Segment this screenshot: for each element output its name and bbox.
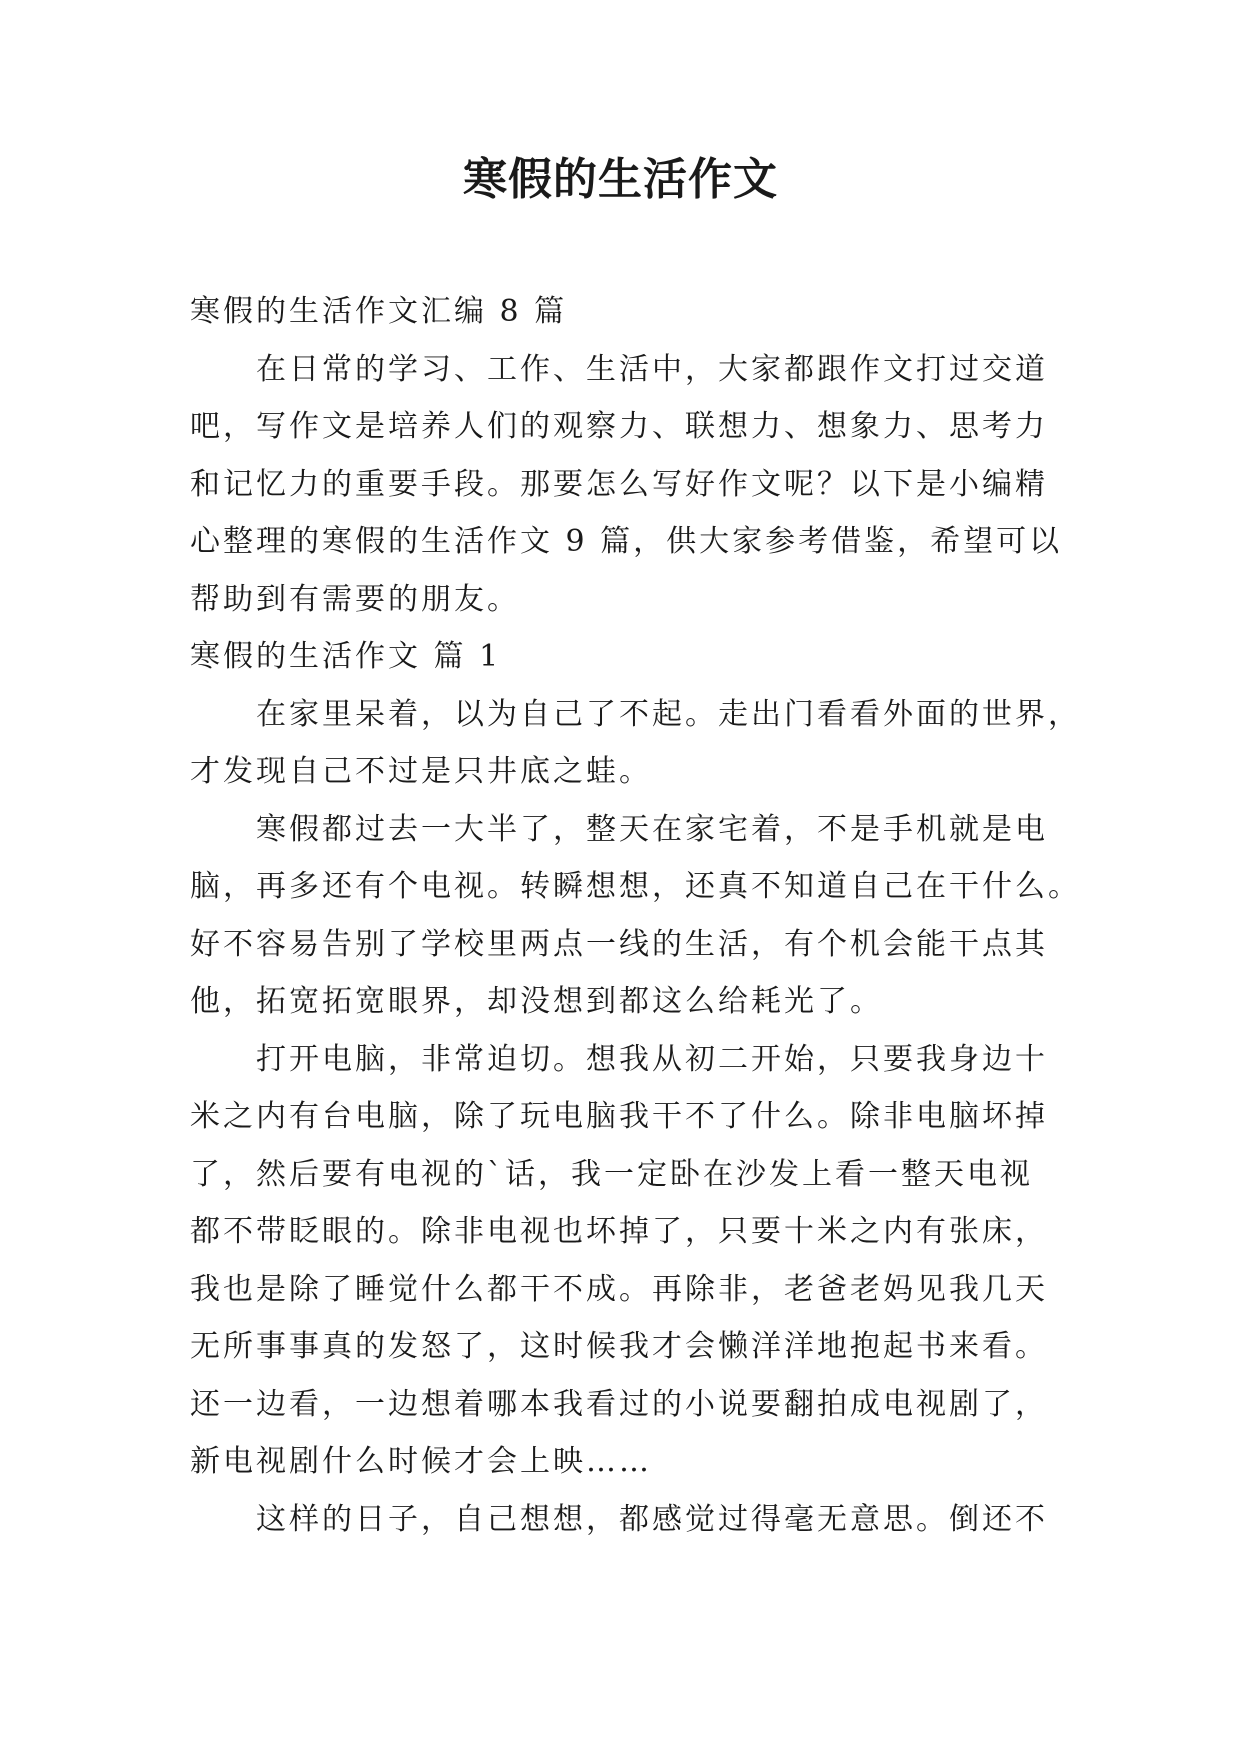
text-line: 都不带眨眼的。除非电视也坏掉了，只要十米之内有张床，: [190, 1214, 1048, 1249]
text-line: 吧，写作文是培养人们的观察力、联想力、想象力、思考力: [190, 409, 1048, 444]
text-line: 心整理的寒假的生活作文 9 篇，供大家参考借鉴，希望可以: [190, 524, 1063, 559]
document-body: [190, 283, 1081, 1548]
paragraph-start-line: 在日常的学习、工作、生活中，大家都跟作文打过交道: [256, 351, 1048, 387]
text-line: 寒假的生活作文 篇 1: [190, 639, 502, 674]
paragraph-start-line: 在家里呆着，以为自己了不起。走出门看看外面的世界，: [256, 696, 1081, 732]
document-title: 寒假的生活作文: [463, 154, 778, 205]
text-line: 帮助到有需要的朋友。: [190, 581, 520, 617]
text-line: 无所事事真的发怒了，这时候我才会懒洋洋地抱起书来看。: [190, 1329, 1048, 1364]
text-line: 我也是除了睡觉什么都干不成。再除非，老爸老妈见我几天: [190, 1271, 1048, 1307]
paragraph-start-line: 打开电脑，非常迫切。想我从初二开始，只要我身边十: [256, 1041, 1048, 1077]
text-line: 才发现自己不过是只井底之蛙。: [190, 754, 652, 789]
text-line: 还一边看，一边想着哪本我看过的小说要翻拍成电视剧了，: [190, 1386, 1048, 1422]
text-line: 新电视剧什么时候才会上映……: [190, 1444, 652, 1479]
paragraph-start-line: 寒假都过去一大半了，整天在家宅着，不是手机就是电: [256, 811, 1048, 847]
text-line: 寒假的生活作文汇编 8 篇: [190, 294, 568, 329]
text-line: 了，然后要有电视的`话，我一定卧在沙发上看一整天电视: [190, 1156, 1033, 1192]
text-line: 他，拓宽拓宽眼界，却没想到都这么给耗光了。: [190, 984, 883, 1019]
text-line: 米之内有台电脑，除了玩电脑我干不了什么。除非电脑坏掉: [190, 1099, 1048, 1134]
text-line: 和记忆力的重要手段。那要怎么写好作文呢？以下是小编精: [190, 466, 1048, 502]
text-line: 好不容易告别了学校里两点一线的生活，有个机会能干点其: [190, 926, 1048, 962]
text-line: 脑，再多还有个电视。转瞬想想，还真不知道自己在干什么。: [190, 869, 1081, 904]
paragraph-start-line: 这样的日子，自己想想，都感觉过得毫无意思。倒还不: [256, 1501, 1048, 1537]
